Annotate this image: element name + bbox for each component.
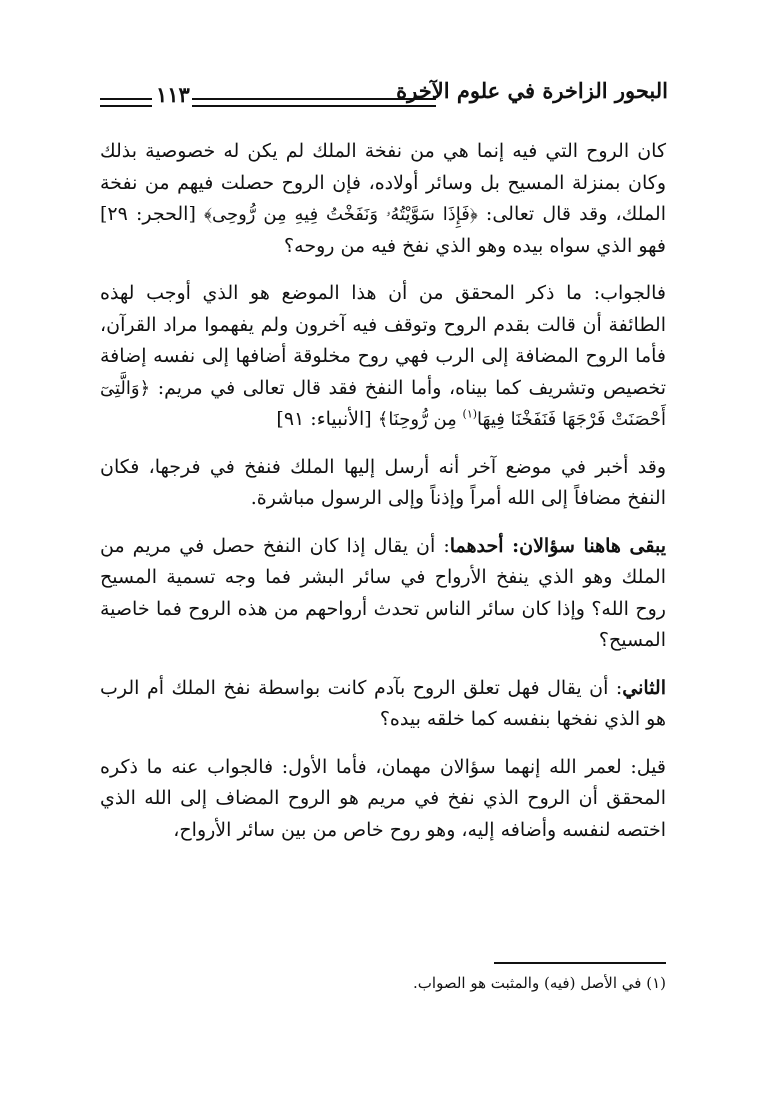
main-text [100,136,666,862]
page-header [100,74,668,114]
header-double-rule [192,98,436,107]
question-heading: يبقى هاهنا سؤالان: أحدهما [449,534,666,557]
quran-verse: ﴿فَإِذَا سَوَّيْتُهُۥ وَنَفَخْتُ فِيهِ مِن رُّوحِى﴾ [204,204,478,225]
paragraph-1 [100,136,666,262]
running-title: البحور الزاخرة في علوم الآخرة [396,78,668,103]
quran-verse-continued: مِن رُّوحِنَا﴾ [377,409,463,430]
page-number: ١١٣ [156,82,190,107]
footnote: (١) في الأصل (فيه) والمثبت هو الصواب. [413,974,666,992]
text-segment: [الأنبياء: ٩١] [276,408,378,430]
text-segment: فالجواب: ما ذكر المحقق من أن هذا الموضع هو الذي أوجب لهذه الطائفة أن قالت بقدم الروح وتوقف فيه آخرون ولم يفهموا مراد القرآن، فأما الروح المضافة إلى الرب فهي روح مخلوقة أضافها إلى نفسه إضافة تخصيص وتشريف كما بيناه، وأما النفخ فقد قال تعالى في مريم: [100,282,666,399]
footnote-separator [494,962,666,964]
text-segment: [الحجر: ٢٩] فهو الذي سواه بيده وهو الذي نفخ فيه من روحه؟ [100,203,666,257]
text-segment: وقد أخبر في موضع آخر أنه أرسل إليها الملك فنفخ في فرجها، فكان النفخ مضافاً إلى الله أمراً وإذناً وإلى الرسول مباشرة. [100,455,666,509]
paragraph-5 [100,673,666,736]
text-segment: : أن يقال إذا كان النفخ حصل في مريم من الملك وهو الذي ينفخ الأرواح في سائر البشر فما وجه تسمية المسيح روح الله؟ وإذا كان سائر الناس تحدث أرواحهم من هذه الروح فما خاصية المسيح؟ [100,534,666,651]
question-heading: الثاني [622,676,666,699]
text-segment: كان الروح التي فيه إنما هي من نفخة الملك لم يكن له خصوصية بذلك وكان بمنزلة المسيح بل وسائر أولاده، فإن الروح حصلت فيهم من نفخة الملك، وقد قال تعالى: [100,140,666,225]
header-double-rule-left [100,98,152,107]
text-segment: : أن يقال فهل تعلق الروح بآدم كانت بواسطة نفخ الملك أم الرب هو الذي نفخها بنفسه كما خلقه بيده؟ [100,676,666,730]
footnote-marker[interactable]: (١) [462,407,478,421]
quran-verse: ﴿وَالَّتِىٓ أَحْصَنَتْ فَرْجَهَا فَنَفَخْنَا فِيهَا [100,377,666,430]
text-segment: قيل: لعمر الله إنهما سؤالان مهمان، فأما الأول: فالجواب عنه ما ذكره المحقق أن الروح الذي نفخ في مريم هو الروح المضاف إلى الله الذي اختصه لنفسه وأضافه إليه، وهو روح خاص من بين سائر الأرواح، [100,755,666,841]
paragraph-2 [100,278,666,436]
paragraph-4 [100,531,666,657]
paragraph-3 [100,452,666,515]
paragraph-6 [100,752,666,847]
